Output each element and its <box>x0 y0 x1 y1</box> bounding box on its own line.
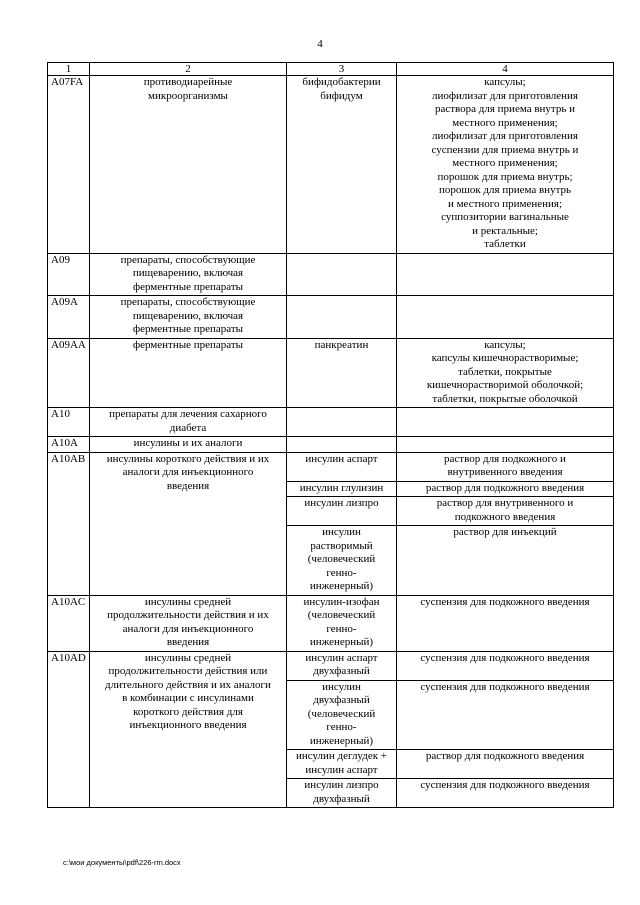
dosage-form-cell <box>397 338 614 408</box>
drug-name-line: инсулин <box>322 680 361 693</box>
column-header: 1 <box>48 63 90 76</box>
dosage-form-cell <box>397 651 614 680</box>
drug-name-line: бифидобактерии <box>302 76 381 88</box>
atc-code-cell: A10AD <box>48 651 90 808</box>
dosage-form-cell <box>397 481 614 497</box>
dosage-form-line: суспензия для подкожного введения <box>420 680 590 693</box>
group-name-cell <box>90 437 287 453</box>
dosage-form-line: и ректальные; <box>472 224 538 237</box>
drug-name-cell <box>287 437 397 453</box>
drug-name-cell <box>287 750 397 779</box>
column-header: 4 <box>397 63 614 76</box>
group-name-line: ферментные препараты <box>132 323 244 335</box>
group-name-line: аналоги для инъекционного <box>122 622 254 635</box>
dosage-form-line: кишечнорастворимой оболочкой; <box>426 379 584 391</box>
group-name-line: препараты, способствующие <box>120 296 256 308</box>
drug-name-line: инсулин-изофан <box>303 595 380 608</box>
drug-name-line: инсулин аспарт <box>305 763 378 776</box>
dosage-form-cell <box>397 408 614 437</box>
table-row <box>48 452 614 481</box>
atc-code-cell: A10 <box>48 408 90 437</box>
dosage-form-line: капсулы; <box>484 338 526 351</box>
drug-name-line: генно- <box>326 721 357 733</box>
dosage-form-cell <box>397 526 614 596</box>
drug-name-cell <box>287 651 397 680</box>
group-name-cell <box>90 651 287 808</box>
atc-code-cell: A07FA <box>48 76 90 254</box>
group-name-line: пищеварению, включая <box>132 267 244 279</box>
drug-name-line: инженерный) <box>309 580 374 592</box>
group-name-line: продолжительности действия и их <box>107 609 269 621</box>
group-name-line: инсулины средней <box>144 595 232 608</box>
dosage-form-line: раствор для подкожного и <box>444 452 566 465</box>
drug-name-line: инсулин деглудек + <box>295 750 388 762</box>
drug-name-cell <box>287 408 397 437</box>
dosage-form-cell <box>397 76 614 254</box>
group-name-line: короткого действия для <box>133 705 243 718</box>
drug-name-line: двухфазный <box>313 665 370 677</box>
table-row <box>48 595 614 651</box>
drug-name-line: инсулин лизпро <box>304 497 379 509</box>
group-name-line: инсулины и их аналоги <box>133 437 243 449</box>
atc-code-cell: A09AA <box>48 338 90 408</box>
drug-name-cell <box>287 338 397 408</box>
drug-name-line: двухфазный <box>313 792 370 805</box>
group-name-line: введения <box>166 636 210 648</box>
atc-code-cell: A10A <box>48 437 90 453</box>
drug-name-cell <box>287 595 397 651</box>
drug-name-line: инсулин глулизин <box>299 481 384 494</box>
table-row <box>48 437 614 453</box>
drug-name-line: инсулин аспарт <box>305 452 378 465</box>
drug-name-cell <box>287 779 397 808</box>
dosage-form-line: таблетки, покрытые <box>458 365 552 378</box>
table-row <box>48 76 614 254</box>
dosage-form-line: лиофилизат для приготовления <box>432 130 578 142</box>
dosage-form-line: раствор для инъекций <box>453 526 557 538</box>
drug-name-line: инсулин аспарт <box>305 651 378 664</box>
table-row <box>48 253 614 296</box>
column-header: 2 <box>90 63 287 76</box>
group-name-line: препараты, способствующие <box>120 253 256 266</box>
dosage-form-line: раствор для внутривенного и <box>436 497 574 509</box>
dosage-form-line: порошок для приема внутрь; <box>437 170 573 183</box>
group-name-cell <box>90 408 287 437</box>
atc-code-cell: A09 <box>48 253 90 296</box>
group-name-line: аналоги для инъекционного <box>122 466 254 478</box>
group-name-line: длительного действия и их аналоги <box>105 678 271 691</box>
file-path-footer: c:\мои документы\pdf\226-rm.docx <box>63 858 181 867</box>
drug-name-line: генно- <box>326 566 357 579</box>
table-row <box>48 296 614 339</box>
dosage-form-cell <box>397 253 614 296</box>
group-name-line: ферментные препараты <box>132 280 244 293</box>
atc-code-cell: A10AC <box>48 595 90 651</box>
dosage-form-line: суспензия для подкожного введения <box>420 595 590 608</box>
group-name-line: продолжительности действия или <box>108 665 268 677</box>
dosage-form-line: таблетки, покрытые оболочкой <box>432 392 578 405</box>
group-name-cell <box>90 296 287 339</box>
dosage-form-line: таблетки <box>484 238 526 250</box>
drug-name-cell <box>287 296 397 339</box>
drug-name-line: инсулин <box>322 526 361 538</box>
group-name-line: ферментные препараты <box>132 338 244 351</box>
drug-name-cell <box>287 76 397 254</box>
dosage-form-line: суспензии для приема внутрь и <box>431 143 579 156</box>
dosage-form-line: капсулы; <box>484 76 526 88</box>
group-name-line: препараты для лечения сахарного <box>109 408 267 420</box>
drug-name-line: двухфазный <box>313 694 370 706</box>
drug-name-line: (человеческий <box>307 609 376 621</box>
drug-name-cell <box>287 481 397 497</box>
group-name-line: инъекционного введения <box>129 719 247 731</box>
group-name-cell <box>90 253 287 296</box>
table-row <box>48 338 614 408</box>
group-name-line: введения <box>166 479 210 492</box>
atc-code-cell: A09A <box>48 296 90 339</box>
group-name-cell <box>90 452 287 595</box>
drug-name-line: инженерный) <box>309 734 374 747</box>
dosage-form-cell <box>397 296 614 339</box>
dosage-form-line: порошок для приема внутрь <box>438 184 572 196</box>
drug-name-cell <box>287 253 397 296</box>
drug-name-line: инсулин лизпро <box>304 779 379 791</box>
drug-table <box>47 62 614 808</box>
dosage-form-cell <box>397 779 614 808</box>
group-name-cell <box>90 76 287 254</box>
group-name-line: в комбинации с инсулинами <box>122 692 254 704</box>
group-name-cell <box>90 595 287 651</box>
table-row <box>48 408 614 437</box>
dosage-form-cell <box>397 452 614 481</box>
dosage-form-line: подкожного введения <box>454 510 556 523</box>
dosage-form-cell <box>397 595 614 651</box>
drug-name-cell <box>287 452 397 481</box>
group-name-line: микроорганизмы <box>148 89 228 102</box>
atc-code-cell: A10AB <box>48 452 90 595</box>
dosage-form-line: суспензия для подкожного введения <box>420 779 590 791</box>
column-header: 3 <box>287 63 397 76</box>
dosage-form-cell <box>397 680 614 750</box>
drug-name-cell <box>287 526 397 596</box>
group-name-line: пищеварению, включая <box>132 309 244 322</box>
group-name-line: инсулины короткого действия и их <box>106 452 270 465</box>
drug-name-line: панкреатин <box>314 338 369 351</box>
drug-name-line: (человеческий <box>307 707 376 720</box>
drug-name-line: инженерный) <box>309 636 374 648</box>
dosage-form-line: лиофилизат для приготовления <box>432 89 578 102</box>
column-header-row <box>48 63 614 76</box>
drug-name-line: бифидум <box>320 89 363 102</box>
drug-name-line: (человеческий <box>307 553 376 565</box>
table-row <box>48 651 614 680</box>
drug-name-line: растворимый <box>310 539 373 552</box>
dosage-form-cell <box>397 497 614 526</box>
dosage-form-line: раствора для приема внутрь и <box>434 103 576 115</box>
dosage-form-line: раствор для подкожного введения <box>425 750 585 762</box>
drug-name-cell <box>287 497 397 526</box>
dosage-form-line: местного применения; <box>452 157 558 169</box>
dosage-form-line: местного применения; <box>452 116 558 129</box>
dosage-form-cell <box>397 750 614 779</box>
drug-name-cell <box>287 680 397 750</box>
dosage-form-line: суппозитории вагинальные <box>441 211 569 223</box>
dosage-form-line: капсулы кишечнорастворимые; <box>431 352 579 364</box>
dosage-form-line: внутривенного введения <box>447 466 563 478</box>
group-name-line: противодиарейные <box>143 76 233 88</box>
dosage-form-line: суспензия для подкожного введения <box>420 651 590 664</box>
dosage-form-line: и местного применения; <box>447 197 563 210</box>
drug-name-line: генно- <box>326 622 357 635</box>
dosage-form-line: раствор для подкожного введения <box>425 481 585 494</box>
dosage-form-cell <box>397 437 614 453</box>
group-name-line: диабета <box>169 421 207 434</box>
page-number: 4 <box>317 38 323 50</box>
table-body <box>48 63 614 808</box>
group-name-line: инсулины средней <box>144 651 232 664</box>
group-name-cell <box>90 338 287 408</box>
